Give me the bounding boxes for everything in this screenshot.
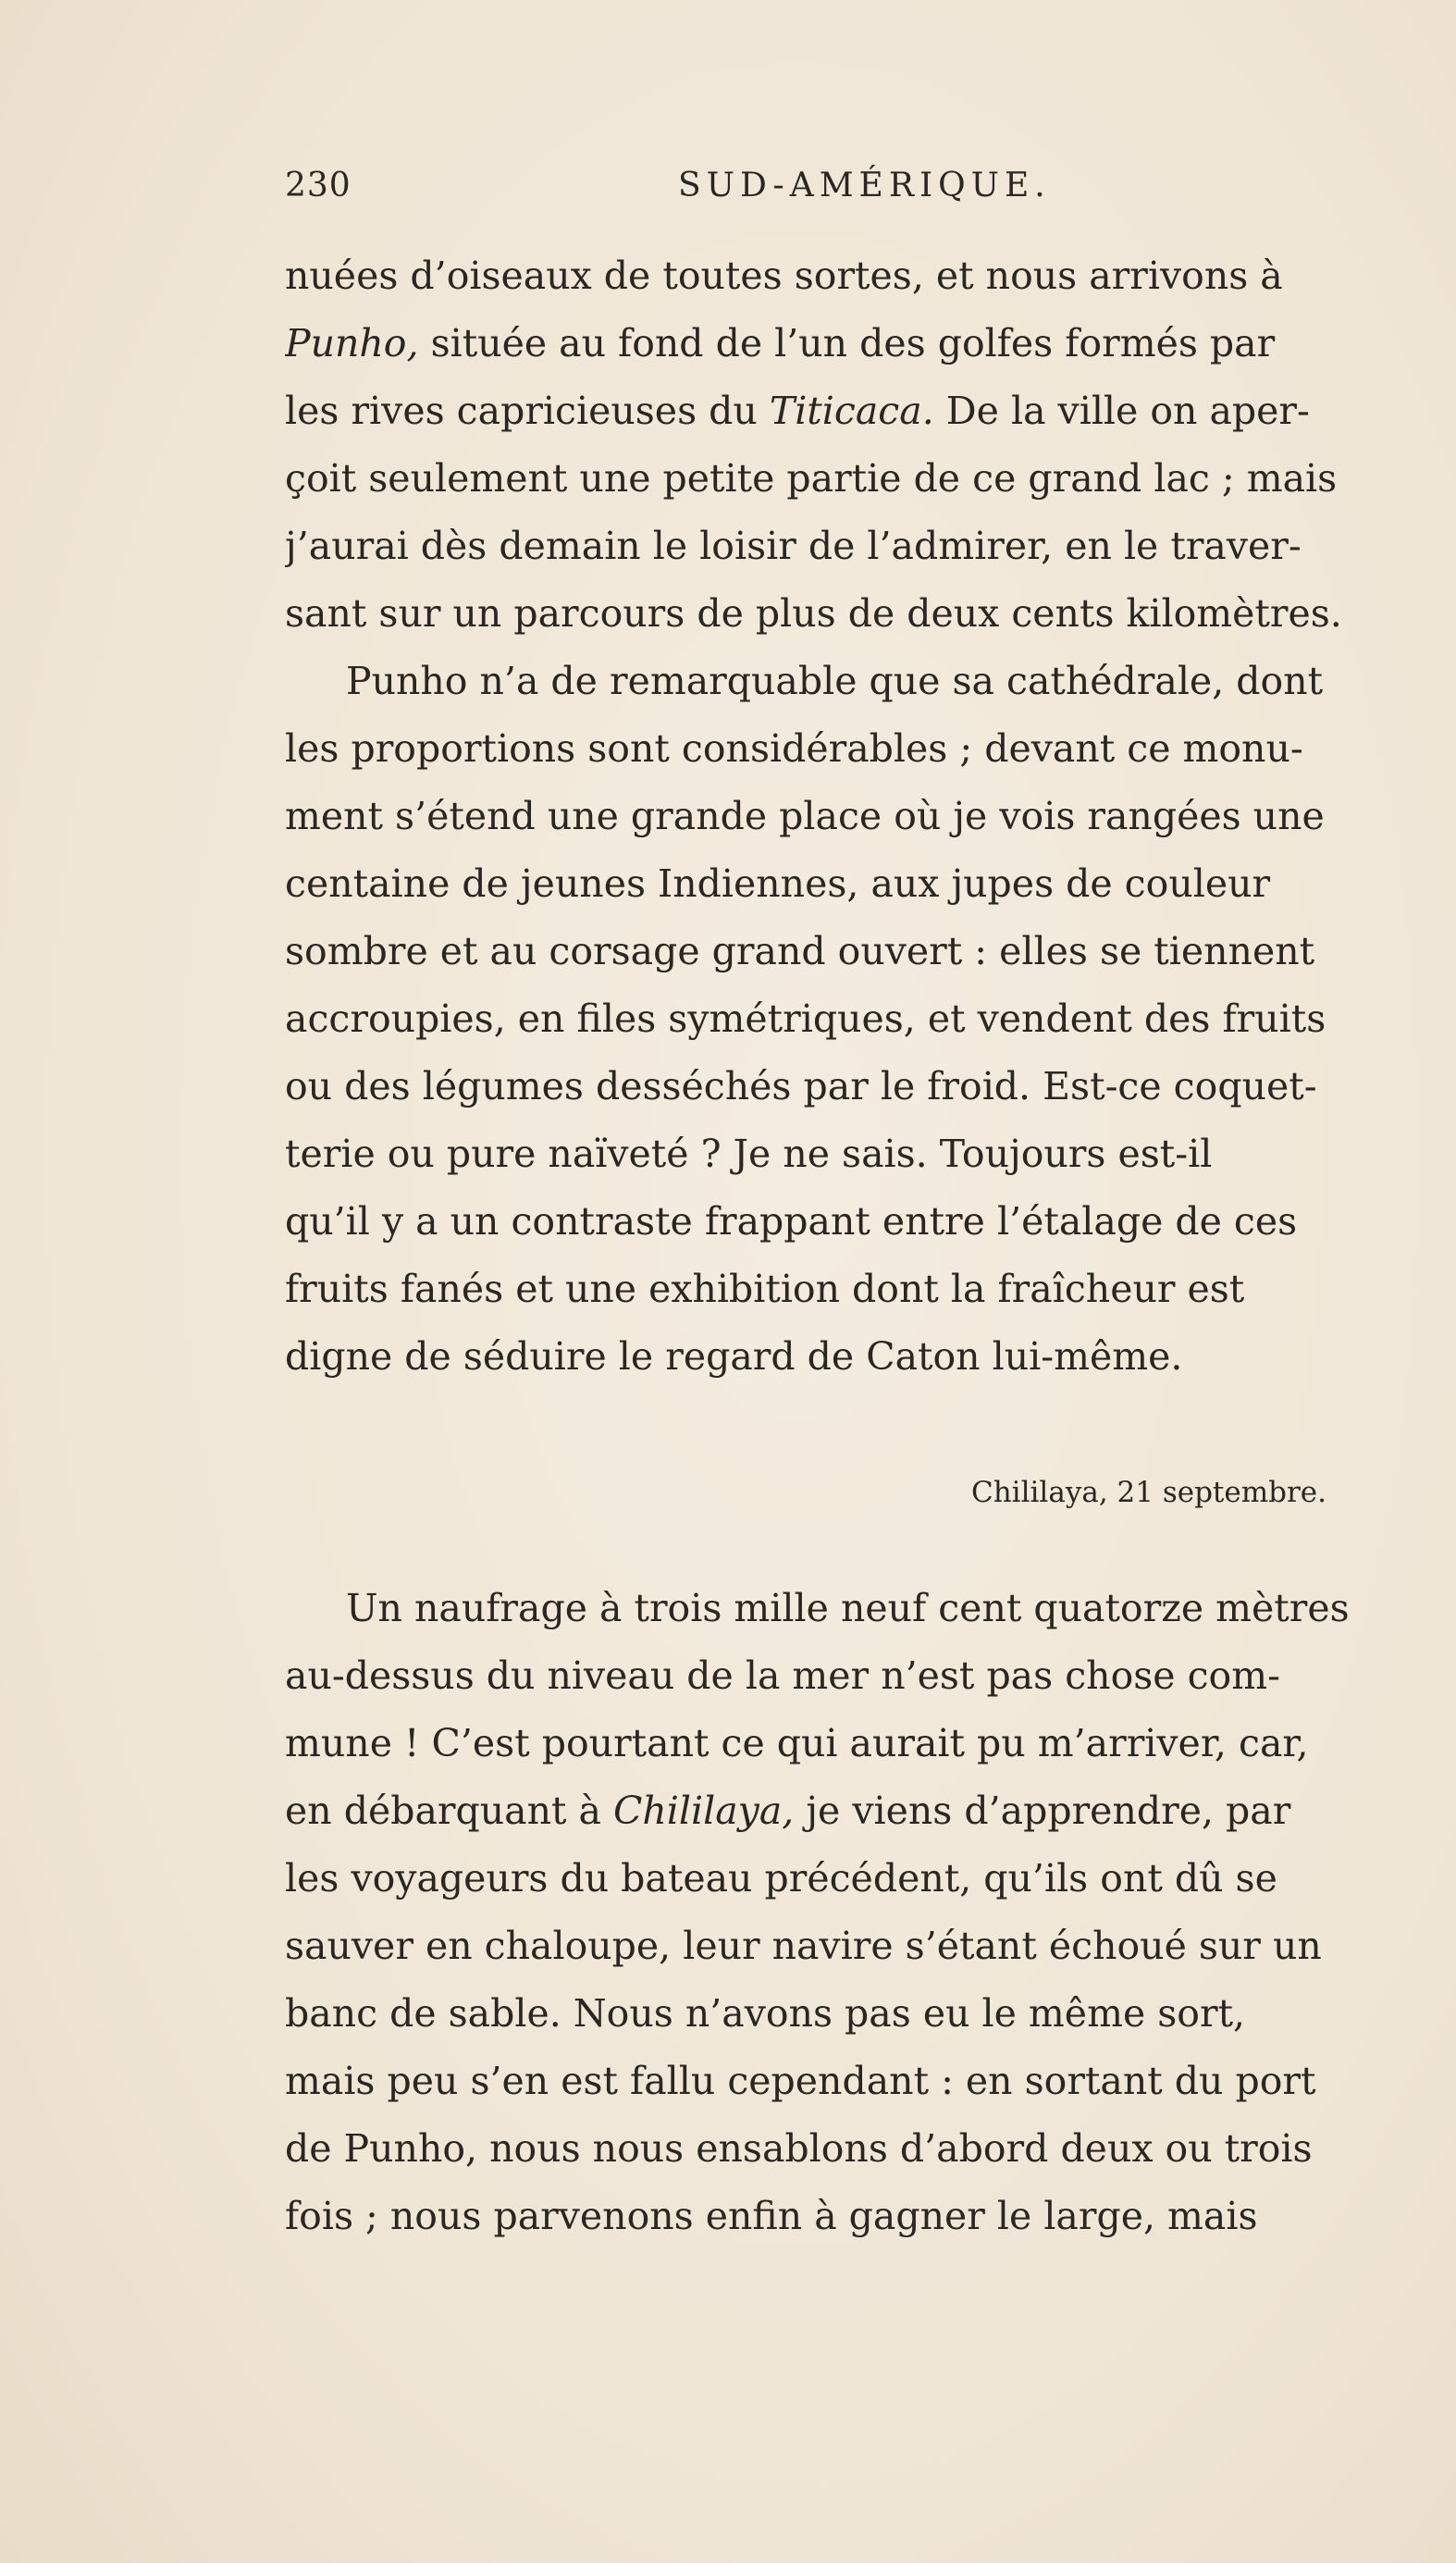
text-line: mais peu s’en est fallu cependant : en sortant du port — [285, 2059, 1316, 2103]
dateline: Chililaya, 21 septembre. — [971, 1476, 1326, 1509]
text-line: accroupies, en files symétriques, et vendent des fruits — [285, 997, 1326, 1041]
italic-place-name: Titicaca. — [769, 389, 934, 433]
text-line: çoit seulement une petite partie de ce grand lac ; mais — [285, 456, 1338, 501]
text-line: Un naufrage à trois mille neuf cent quatorze mètres — [346, 1586, 1350, 1630]
running-title: SUD-AMÉRIQUE. — [678, 167, 1051, 204]
text-line: fruits fanés et une exhibition dont la fraîcheur est — [285, 1267, 1245, 1311]
text-line: terie ou pure naïveté ? Je ne sais. Toujours est-il — [285, 1132, 1213, 1176]
text-line: nuées d’oiseaux de toutes sortes, et nous arrivons à — [285, 254, 1283, 298]
text-line: Punho n’a de remarquable que sa cathédrale, dont — [346, 659, 1324, 703]
text-line: digne de séduire le regard de Caton lui-même. — [285, 1334, 1183, 1379]
text-line: Punho, située au fond de l’un des golfes formés par — [285, 321, 1276, 365]
text-line: qu’il y a un contraste frappant entre l’étalage de ces — [285, 1199, 1298, 1244]
paragraph-3 — [285, 1575, 1432, 2250]
page-number: 230 — [285, 167, 352, 204]
text-line: j’aurai dès demain le loisir de l’admirer, en le traver- — [285, 524, 1302, 568]
page-header — [285, 167, 1432, 222]
text-line: banc de sable. Nous n’avons pas eu le même sort, — [285, 1991, 1246, 2036]
text-line: ment s’étend une grande place où je vois rangées une — [285, 794, 1325, 838]
text-line: les rives capricieuses du Titicaca. De la ville on aper- — [285, 389, 1310, 433]
text-line: mune ! C’est pourtant ce qui aurait pu m’arriver, car, — [285, 1721, 1309, 1765]
text-line: au-dessus du niveau de la mer n’est pas chose com- — [285, 1653, 1280, 1698]
text-line: les proportions sont considérables ; devant ce monu- — [285, 726, 1303, 771]
paragraph-1 — [285, 242, 1432, 648]
text-line: en débarquant à Chililaya, je viens d’apprendre, par — [285, 1789, 1291, 1833]
italic-place-name: Chililaya, — [613, 1789, 795, 1833]
text-line: sant sur un parcours de plus de deux cents kilomètres. — [285, 591, 1342, 636]
text-line: sauver en chaloupe, leur navire s’étant échoué sur un — [285, 1924, 1322, 1968]
text-line: sombre et au corsage grand ouvert : elles se tiennent — [285, 929, 1315, 973]
text-line: ou des légumes desséchés par le froid. Est-ce coquet- — [285, 1064, 1317, 1108]
text-line: les voyageurs du bateau précédent, qu’ils ont dû se — [285, 1856, 1277, 1901]
paragraph-2 — [285, 648, 1432, 1391]
text-line: de Punho, nous nous ensablons d’abord deux ou trois — [285, 2126, 1313, 2171]
italic-place-name: Punho, — [285, 321, 419, 365]
text-line: fois ; nous parvenons enfin à gagner le large, mais — [285, 2194, 1258, 2238]
text-line: centaine de jeunes Indiennes, aux jupes de couleur — [285, 861, 1271, 906]
